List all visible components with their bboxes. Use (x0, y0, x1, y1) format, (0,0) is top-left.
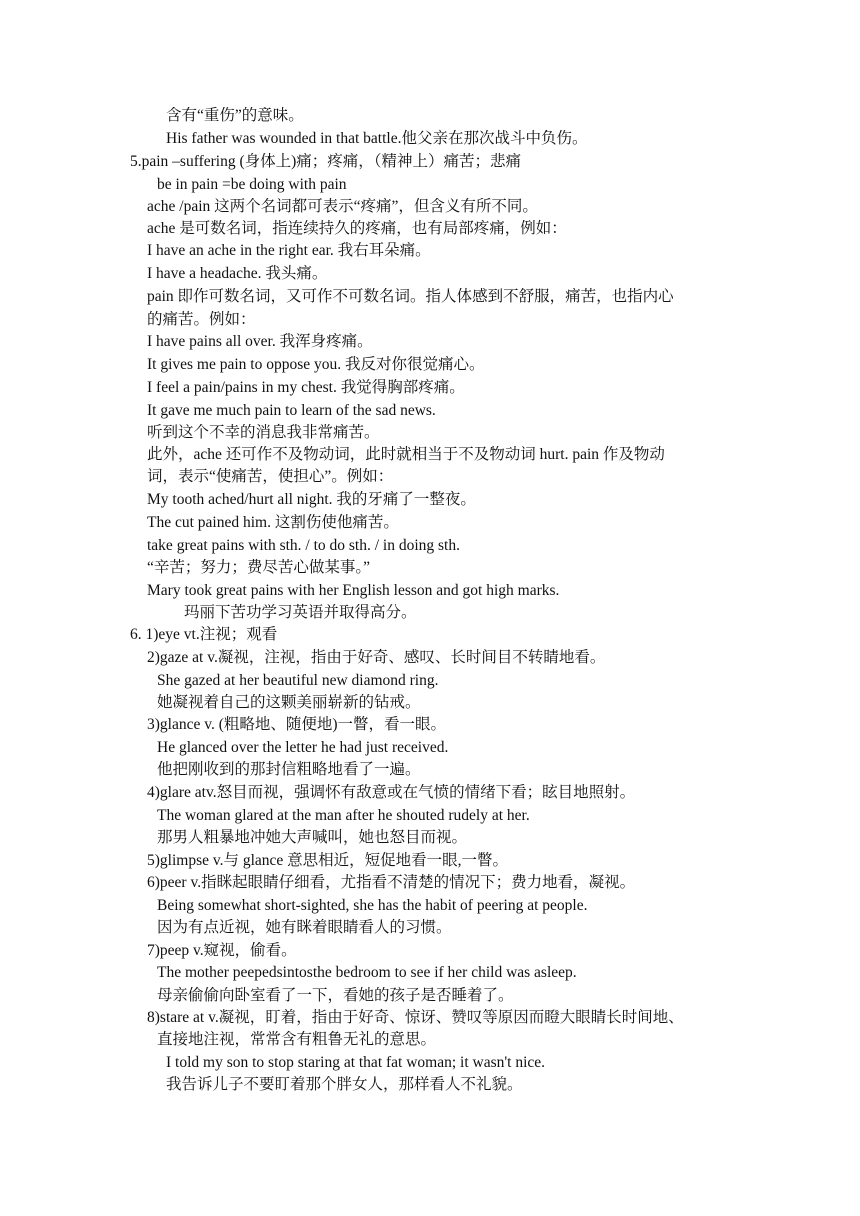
text-line: 6)peer v.指眯起眼睛仔细看，尤指看不清楚的情况下；费力地看，凝视。 (147, 874, 636, 891)
text-line: 含有“重伤”的意味。 (166, 107, 304, 124)
text-line: 8)stare at v.凝视，盯着，指由于好奇、惊讶、赞叹等原因而瞪大眼睛长时间地、 (147, 1009, 684, 1026)
text-line: The cut pained him. 这割伤使他痛苦。 (147, 514, 399, 531)
text-line: ache 是可数名词，指连续持久的疼痛，也有局部疼痛，例如： (147, 220, 567, 237)
text-line: 直接地注视，常常含有粗鲁无礼的意思。 (157, 1031, 437, 1048)
text-line: 那男人粗暴地冲她大声喊叫，她也怒目而视。 (157, 829, 468, 846)
text-line: take great pains with sth. / to do sth. / in doing sth. (147, 537, 460, 554)
text-line: 5)glimpse v.与 glance 意思相近，短促地看一眼,一瞥。 (147, 852, 509, 869)
text-line: It gives me pain to oppose you. 我反对你很觉痛心。 (147, 356, 485, 373)
text-line: 她凝视着自己的这颗美丽崭新的钻戒。 (157, 694, 421, 711)
text-line: His father was wounded in that battle.他父亲在那次战斗中负伤。 (166, 130, 588, 147)
text-line: be in pain =be doing with pain (157, 176, 347, 193)
text-line: I have pains all over. 我浑身疼痛。 (147, 333, 373, 350)
text-line: The mother peepedsintosthe bedroom to see if her child was asleep. (157, 964, 577, 981)
text-line: 词，表示“使痛苦，使担心”。例如： (147, 468, 394, 485)
text-line: 6. 1)eye vt.注视；观看 (130, 626, 278, 643)
text-line: My tooth ached/hurt all night. 我的牙痛了一整夜。 (147, 491, 476, 508)
text-line: 7)peep v.窥视，偷看。 (147, 942, 297, 959)
text-line: 玛丽下苦功学习英语并取得高分。 (184, 604, 417, 621)
text-line: I have an ache in the right ear. 我右耳朵痛。 (147, 242, 431, 259)
text-line: 他把刚收到的那封信粗略地看了一遍。 (157, 761, 421, 778)
text-line: 我告诉儿子不要盯着那个胖女人，那样看人不礼貌。 (166, 1076, 523, 1093)
text-line: 此外，ache 还可作不及物动词，此时就相当于不及物动词 hurt. pain 作及物动 (147, 446, 665, 463)
text-line: 母亲偷偷向卧室看了一下，看她的孩子是否睡着了。 (157, 987, 514, 1004)
text-line: He glanced over the letter he had just received. (157, 739, 449, 756)
text-line: Being somewhat short-sighted, she has the habit of peering at people. (157, 897, 588, 914)
text-line: 4)glare atv.怒目而视，强调怀有敌意或在气愤的情绪下看；眩目地照射。 (147, 784, 636, 801)
text-line: 因为有点近视，她有眯着眼睛看人的习惯。 (157, 919, 452, 936)
text-line: It gave me much pain to learn of the sad news. (147, 402, 436, 419)
text-line: I have a headache. 我头痛。 (147, 265, 328, 282)
text-line: “辛苦；努力；费尽苦心做某事。” (147, 559, 371, 576)
text-line: 的痛苦。例如： (147, 311, 256, 328)
text-line: The woman glared at the man after he shouted rudely at her. (157, 807, 530, 824)
text-line: I feel a pain/pains in my chest. 我觉得胸部疼痛。 (147, 379, 465, 396)
text-line: I told my son to stop staring at that fat woman; it wasn't nice. (166, 1054, 546, 1071)
text-line: pain 即作可数名词，又可作不可数名词。指人体感到不舒服，痛苦，也指内心 (147, 288, 674, 305)
text-line: 5.pain –suffering (身体上)痛；疼痛，（精神上）痛苦；悲痛 (130, 153, 522, 170)
text-line: She gazed at her beautiful new diamond ring. (157, 672, 439, 689)
text-line: 2)gaze at v.凝视，注视，指由于好奇、感叹、长时间目不转睛地看。 (147, 649, 606, 666)
text-line: 听到这个不幸的消息我非常痛苦。 (147, 424, 380, 441)
text-line: Mary took great pains with her English lesson and got high marks. (147, 582, 560, 599)
text-line: ache /pain 这两个名词都可表示“疼痛”，但含义有所不同。 (147, 198, 538, 215)
text-line: 3)glance v. (粗略地、随便地)一瞥，看一眼。 (147, 716, 447, 733)
